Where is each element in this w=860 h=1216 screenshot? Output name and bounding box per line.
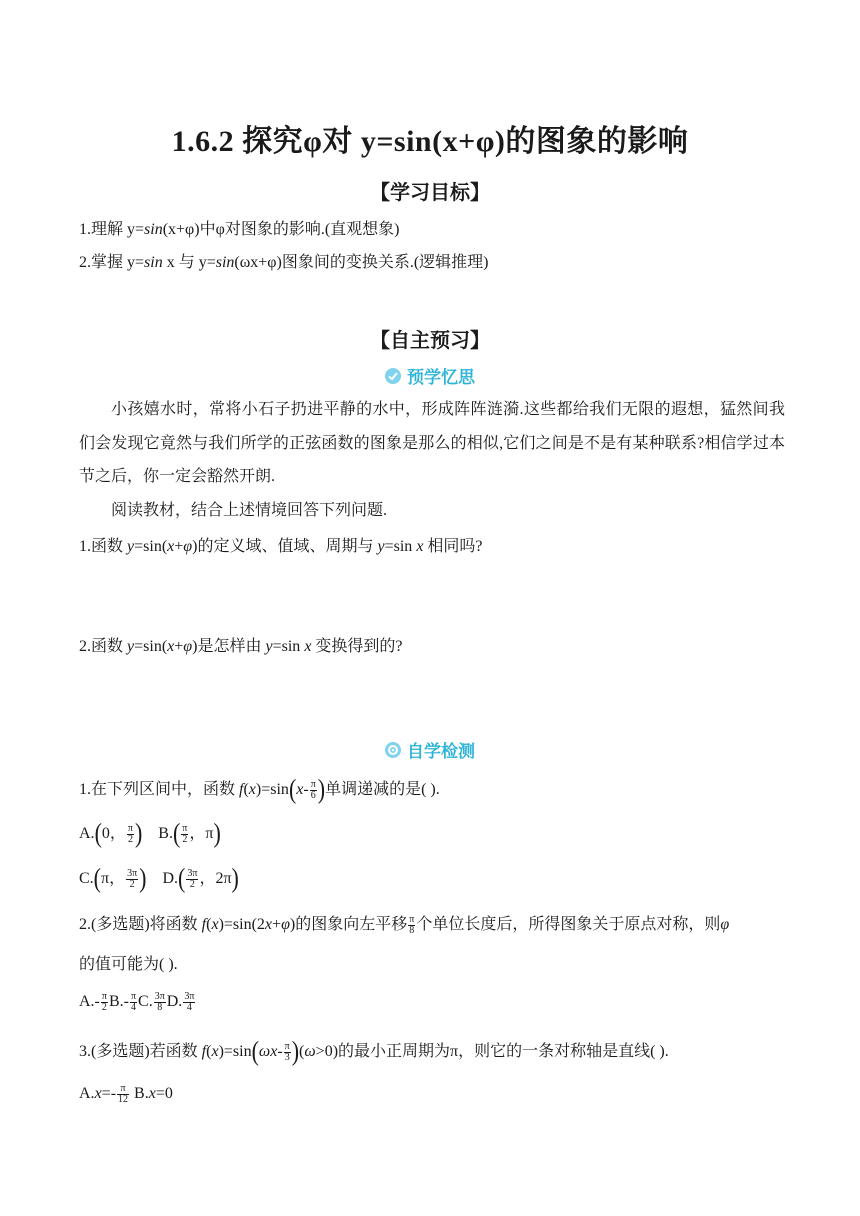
text: -	[277, 1043, 283, 1060]
fraction-numerator: π	[310, 778, 316, 790]
text: (x+φ)中φ对图象的影响.(直观想象)	[162, 221, 400, 238]
text: (	[206, 916, 212, 933]
option-label: A.	[79, 1085, 95, 1102]
text: -	[303, 781, 309, 798]
right-paren: )	[291, 1034, 300, 1066]
text: (	[243, 781, 249, 798]
left-paren: (	[178, 861, 186, 893]
text: (	[206, 1043, 212, 1060]
fraction	[408, 915, 415, 936]
text: 3.(多选题)若函数	[79, 1043, 202, 1060]
option-label: C.	[138, 993, 153, 1010]
option	[138, 990, 167, 1013]
text: =0	[155, 1085, 173, 1102]
fraction	[186, 869, 198, 890]
fraction-denominator: 2	[101, 1001, 107, 1013]
text: π，	[101, 870, 126, 887]
option	[166, 990, 197, 1013]
text: =-	[101, 1085, 117, 1102]
text: ω	[304, 1043, 316, 1060]
fraction-numerator: π	[130, 990, 137, 1002]
fraction-numerator: 3π	[187, 867, 198, 879]
left-paren: (	[251, 1034, 259, 1066]
option-label: B.	[158, 825, 173, 842]
text: =sin	[384, 538, 417, 555]
left-paren: (	[93, 861, 101, 893]
text: y	[127, 638, 135, 655]
test-question-3-options	[79, 1083, 173, 1105]
fraction-denominator: 8	[409, 924, 415, 936]
option	[79, 990, 109, 1013]
option-label: D.	[162, 870, 179, 887]
fraction-numerator: 3π	[184, 990, 195, 1002]
right-paren: )	[134, 816, 143, 848]
fraction-denominator: 2	[129, 878, 135, 890]
fraction-numerator: 3π	[127, 867, 138, 879]
fraction	[310, 780, 317, 801]
fraction-denominator: 6	[310, 789, 316, 801]
text: sin	[144, 254, 163, 271]
text: 相同吗?	[423, 538, 483, 555]
text: x	[304, 638, 312, 655]
left-paren: (	[288, 772, 297, 804]
objective-item-1	[79, 219, 400, 241]
option	[108, 990, 138, 1013]
fraction	[130, 992, 137, 1013]
fraction-numerator: π	[409, 913, 415, 925]
text: (ωx+φ)图象间的变换关系.(逻辑推理)	[234, 254, 489, 271]
option-label: B.-	[108, 993, 129, 1010]
test-question-2-options	[79, 991, 196, 1013]
text: >0)的最小正周期为π，则它的一条对称轴是直线( ).	[315, 1043, 669, 1060]
fraction	[127, 824, 134, 845]
option-label: C.	[79, 870, 94, 887]
objective-item-2	[79, 252, 489, 274]
fraction	[181, 824, 188, 845]
text: x	[211, 916, 219, 933]
left-paren: (	[94, 816, 102, 848]
fraction-numerator: π	[117, 1084, 129, 1095]
text: x	[148, 1085, 156, 1102]
fraction-denominator: 3	[284, 1051, 290, 1063]
text: φ	[183, 638, 193, 655]
fraction-numerator: 3π	[154, 990, 165, 1002]
text: )的图象向左平移	[289, 916, 408, 933]
fraction-numerator: π	[182, 822, 188, 834]
text: 2.函数	[79, 638, 128, 655]
fraction-denominator: 12	[118, 1093, 129, 1105]
text: x 与 y=	[162, 254, 216, 271]
text: 2.掌握 y=	[79, 254, 145, 271]
test-question-2	[79, 914, 729, 936]
right-paren: )	[317, 772, 326, 804]
banner-label: 预学忆思	[407, 368, 475, 388]
fraction	[117, 1084, 129, 1105]
text: x	[270, 1043, 278, 1060]
option-label: D.	[166, 993, 183, 1010]
text: y	[377, 538, 385, 555]
text: +	[174, 538, 184, 555]
text: =sin(	[134, 538, 168, 555]
right-paren: )	[139, 861, 147, 893]
fraction	[126, 869, 138, 890]
fraction-denominator: 4	[130, 1001, 136, 1013]
text: sin	[215, 254, 235, 271]
text: 1.在下列区间中，函数	[79, 781, 240, 798]
text: 变换得到的?	[311, 638, 403, 655]
read-instruction: 阅读教材，结合上述情境回答下列问题.	[111, 502, 388, 519]
text: x	[167, 638, 175, 655]
text: x	[211, 1043, 219, 1060]
text: +	[174, 638, 184, 655]
fraction-numerator: π	[101, 990, 107, 1002]
right-paren: )	[213, 816, 221, 848]
text: y	[127, 538, 135, 555]
text: )的定义域、值域、周期与	[192, 538, 378, 555]
section-heading-preview: 【自主预习】	[370, 328, 490, 352]
text: y	[265, 638, 273, 655]
right-paren: )	[231, 861, 239, 893]
fraction-denominator: 2	[127, 833, 133, 845]
target-badge-icon	[385, 742, 401, 758]
text: )是怎样由	[192, 638, 266, 655]
text: 1.理解 y=	[79, 221, 145, 238]
intro-paragraph: 小孩嬉水时，常将小石子扔进平静的水中，形成阵阵涟漪.这些都给我们无限的遐想，猛然间我们会发现它竟然与我们所学的正弦函数的图象是那么的相似,它们之间是不是有某种联系?相信学过本节之后，你一定会豁然开朗.	[79, 401, 785, 485]
text: f	[239, 781, 244, 798]
text: )=sin	[218, 1043, 252, 1060]
text: 1.函数	[79, 538, 128, 555]
test-question-1	[79, 772, 440, 804]
text: +	[272, 916, 282, 933]
option-label: A.-	[79, 993, 100, 1010]
fraction-denominator: 2	[182, 833, 188, 845]
text: )=sin(2	[218, 916, 265, 933]
text: x	[416, 538, 424, 555]
banner-selftest	[0, 737, 860, 763]
fraction	[101, 992, 108, 1013]
fraction-numerator: π	[127, 822, 133, 834]
text: φ	[183, 538, 193, 555]
banner-label: 自学检测	[407, 742, 475, 762]
text: x	[248, 781, 256, 798]
fraction	[183, 992, 195, 1013]
text: x	[167, 538, 175, 555]
test-question-3	[79, 1034, 669, 1066]
text: 2.(多选题)将函数	[79, 916, 202, 933]
test-question-1-options-ab	[79, 816, 221, 848]
text: ，2π	[199, 870, 232, 887]
check-badge-icon	[385, 368, 401, 384]
text: φ	[720, 916, 730, 933]
text: 单调递减的是( ).	[325, 781, 440, 798]
text: 个单位长度后，所得图象关于原点对称，则	[416, 916, 721, 933]
text: x	[94, 1085, 102, 1102]
fraction-denominator: 2	[189, 878, 195, 890]
text: ，π	[189, 825, 214, 842]
text: )=sin	[255, 781, 289, 798]
test-question-2-continued: 的值可能为( ).	[79, 956, 178, 973]
text: 0，	[101, 825, 126, 842]
option-label: B.	[130, 1085, 149, 1102]
fraction	[284, 1042, 291, 1063]
text: x	[264, 916, 273, 933]
text: x	[296, 781, 304, 798]
test-question-1-options-cd	[79, 861, 239, 893]
text: (	[299, 1043, 305, 1060]
text: sin	[144, 221, 163, 238]
fraction-denominator: 4	[186, 1001, 192, 1013]
preview-question-1	[79, 536, 483, 558]
section-heading-objectives: 【学习目标】	[370, 180, 490, 204]
text: ω	[258, 1043, 271, 1060]
left-paren: (	[172, 816, 181, 848]
preview-question-2	[79, 636, 403, 658]
fraction-denominator: 8	[157, 1001, 163, 1013]
banner-recall	[0, 363, 860, 389]
fraction-numerator: π	[284, 1040, 290, 1052]
page-title: 1.6.2 探究φ对 y=sin(x+φ)的图象的影响	[171, 125, 689, 158]
text: f	[201, 1043, 207, 1060]
option-label: A.	[79, 825, 95, 842]
text: φ	[281, 916, 290, 933]
text: f	[201, 916, 207, 933]
text: =sin(	[134, 638, 168, 655]
text: =sin	[272, 638, 305, 655]
fraction	[154, 992, 166, 1013]
